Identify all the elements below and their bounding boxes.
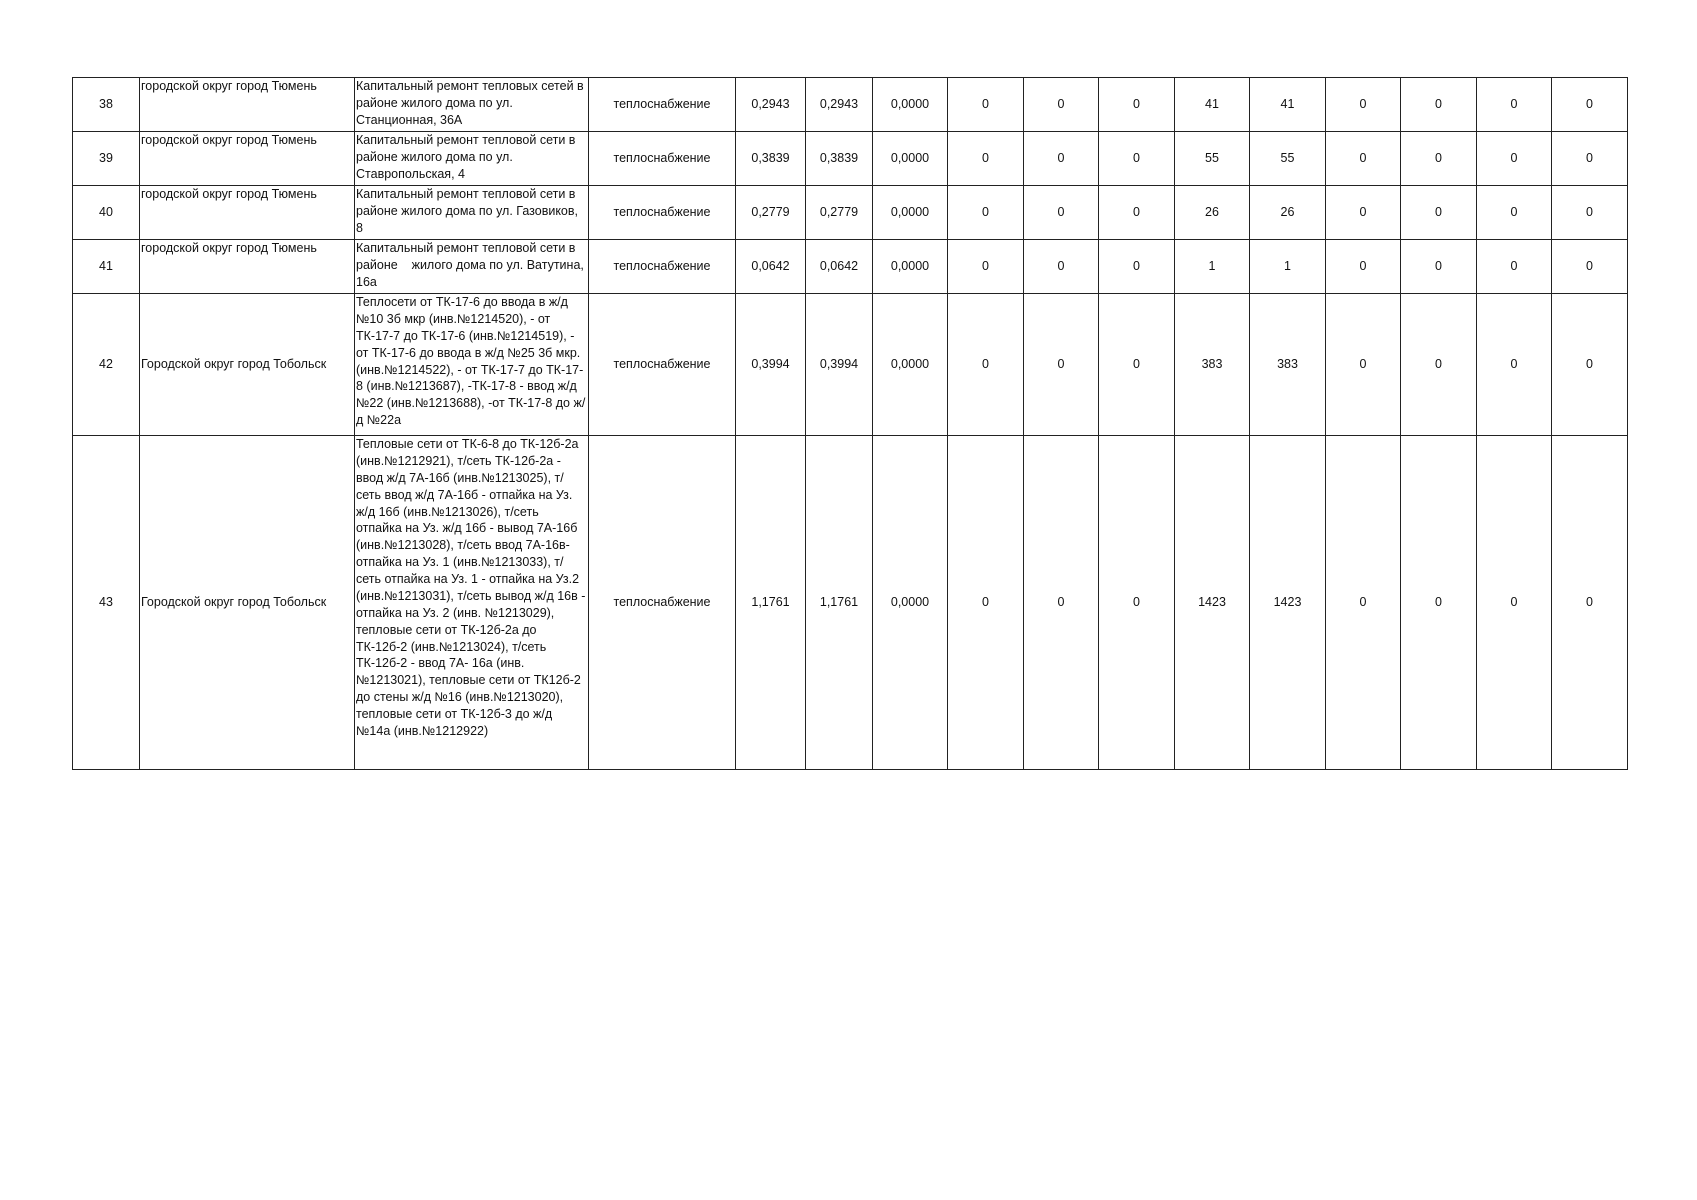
cell-description: Капитальный ремонт тепловой сети в районе жилого дома по ул. Ставропольская, 4: [355, 132, 589, 186]
cell-value-9: 0: [1326, 132, 1401, 186]
cell-value-3: 0,0000: [873, 132, 948, 186]
cell-value-6: 0: [1099, 240, 1175, 294]
cell-value-12: 0: [1552, 132, 1628, 186]
cell-value-3: 0,0000: [873, 240, 948, 294]
cell-value-6: 0: [1099, 78, 1175, 132]
cell-value-6: 0: [1099, 294, 1175, 436]
cell-no: 43: [73, 436, 140, 770]
cell-value-9: 0: [1326, 78, 1401, 132]
cell-value-10: 0: [1401, 436, 1477, 770]
cell-value-1: 1,1761: [736, 436, 806, 770]
cell-municipality: городской округ город Тюмень: [140, 186, 355, 240]
cell-value-12: 0: [1552, 436, 1628, 770]
cell-municipality: городской округ город Тюмень: [140, 240, 355, 294]
cell-description: Капитальный ремонт тепловых сетей в районе жилого дома по ул. Станционная, 36А: [355, 78, 589, 132]
cell-no: 41: [73, 240, 140, 294]
cell-value-10: 0: [1401, 294, 1477, 436]
cell-type: теплоснабжение: [589, 186, 736, 240]
cell-value-7: 41: [1175, 78, 1250, 132]
cell-value-7: 1: [1175, 240, 1250, 294]
cell-value-4: 0: [948, 132, 1024, 186]
cell-value-2: 0,2779: [806, 186, 873, 240]
cell-description: Теплосети от ТК-17-6 до ввода в ж/д №10 3б мкр (инв.№1214520), - от ТК-17-7 до ТК-17-6 (инв.№1214519), - от ТК-17-6 до ввода в ж/д №25 3б мкр. (инв.№1214522), - от ТК-17-7 до ТК-17-8 (инв.№1213687), -ТК-17-8 - ввод ж/д №22 (инв.№1213688), -от ТК-17-8 до ж/д №22а: [355, 294, 589, 436]
cell-value-4: 0: [948, 240, 1024, 294]
cell-value-2: 0,3994: [806, 294, 873, 436]
cell-municipality: городской округ город Тюмень: [140, 132, 355, 186]
cell-no: 39: [73, 132, 140, 186]
cell-type: теплоснабжение: [589, 132, 736, 186]
table-row: [73, 240, 1628, 294]
cell-value-1: 0,3994: [736, 294, 806, 436]
data-table: [72, 77, 1628, 770]
cell-no: 40: [73, 186, 140, 240]
cell-value-5: 0: [1024, 436, 1099, 770]
cell-value-7: 55: [1175, 132, 1250, 186]
cell-value-4: 0: [948, 78, 1024, 132]
cell-type: теплоснабжение: [589, 240, 736, 294]
cell-value-8: 1423: [1250, 436, 1326, 770]
cell-type: теплоснабжение: [589, 436, 736, 770]
cell-value-1: 0,0642: [736, 240, 806, 294]
cell-value-8: 26: [1250, 186, 1326, 240]
cell-value-2: 0,3839: [806, 132, 873, 186]
cell-value-10: 0: [1401, 186, 1477, 240]
cell-value-6: 0: [1099, 186, 1175, 240]
cell-value-12: 0: [1552, 186, 1628, 240]
cell-value-11: 0: [1477, 240, 1552, 294]
cell-description: Тепловые сети от ТК-6-8 до ТК-12б-2а (инв.№1212921), т/сеть ТК-12б-2а - ввод ж/д 7А-16б (инв.№1213025), т/сеть ввод ж/д 7А-16б - отпайка на Уз. ж/д 16б (инв.№1213026), т/сеть отпайка на Уз. ж/д 16б - вывод 7А-16б (инв.№1213028), т/сеть ввод 7А-16в-отпайка на Уз. 1 (инв.№1213033), т/сеть отпайка на Уз. 1 - отпайка на Уз.2 (инв.№1213031), т/сеть вывод ж/д 16в - отпайка на Уз. 2 (инв. №1213029), тепловые сети от ТК-12б-2а до ТК-12б-2 (инв.№1213024), т/сеть ТК-12б-2 - ввод 7А- 16а (инв. №1213021), тепловые сети от ТК12б-2 до стены ж/д №16 (инв.№1213020), тепловые сети от ТК-12б-3 до ж/д №14а (инв.№1212922): [355, 436, 589, 770]
table-row: [73, 186, 1628, 240]
cell-value-12: 0: [1552, 294, 1628, 436]
cell-value-11: 0: [1477, 132, 1552, 186]
cell-value-12: 0: [1552, 78, 1628, 132]
table-row: [73, 294, 1628, 436]
cell-value-8: 1: [1250, 240, 1326, 294]
cell-value-5: 0: [1024, 132, 1099, 186]
cell-value-5: 0: [1024, 186, 1099, 240]
cell-value-8: 383: [1250, 294, 1326, 436]
cell-value-5: 0: [1024, 240, 1099, 294]
cell-value-9: 0: [1326, 186, 1401, 240]
cell-value-12: 0: [1552, 240, 1628, 294]
cell-value-11: 0: [1477, 436, 1552, 770]
cell-value-11: 0: [1477, 186, 1552, 240]
cell-value-6: 0: [1099, 132, 1175, 186]
cell-value-3: 0,0000: [873, 186, 948, 240]
cell-value-4: 0: [948, 436, 1024, 770]
cell-value-11: 0: [1477, 78, 1552, 132]
cell-value-10: 0: [1401, 78, 1477, 132]
cell-description: Капитальный ремонт тепловой сети в районе жилого дома по ул. Газовиков, 8: [355, 186, 589, 240]
cell-type: теплоснабжение: [589, 78, 736, 132]
cell-value-7: 383: [1175, 294, 1250, 436]
cell-municipality: городской округ город Тюмень: [140, 78, 355, 132]
cell-municipality: Городской округ город Тобольск: [140, 436, 355, 770]
cell-value-1: 0,2943: [736, 78, 806, 132]
cell-value-3: 0,0000: [873, 436, 948, 770]
cell-value-8: 41: [1250, 78, 1326, 132]
cell-no: 42: [73, 294, 140, 436]
cell-value-10: 0: [1401, 132, 1477, 186]
cell-value-2: 1,1761: [806, 436, 873, 770]
cell-value-1: 0,3839: [736, 132, 806, 186]
cell-value-10: 0: [1401, 240, 1477, 294]
cell-value-11: 0: [1477, 294, 1552, 436]
table-row: [73, 132, 1628, 186]
cell-type: теплоснабжение: [589, 294, 736, 436]
cell-value-3: 0,0000: [873, 78, 948, 132]
cell-value-4: 0: [948, 294, 1024, 436]
cell-value-9: 0: [1326, 294, 1401, 436]
cell-value-3: 0,0000: [873, 294, 948, 436]
table-row: [73, 78, 1628, 132]
cell-value-9: 0: [1326, 240, 1401, 294]
cell-value-9: 0: [1326, 436, 1401, 770]
cell-value-5: 0: [1024, 78, 1099, 132]
cell-value-7: 1423: [1175, 436, 1250, 770]
cell-description: Капитальный ремонт тепловой сети в районе жилого дома по ул. Ватутина, 16а: [355, 240, 589, 294]
cell-value-1: 0,2779: [736, 186, 806, 240]
cell-value-4: 0: [948, 186, 1024, 240]
table-row: [73, 436, 1628, 770]
cell-value-6: 0: [1099, 436, 1175, 770]
cell-value-7: 26: [1175, 186, 1250, 240]
cell-value-8: 55: [1250, 132, 1326, 186]
cell-municipality: Городской округ город Тобольск: [140, 294, 355, 436]
cell-value-5: 0: [1024, 294, 1099, 436]
cell-value-2: 0,2943: [806, 78, 873, 132]
cell-no: 38: [73, 78, 140, 132]
cell-value-2: 0,0642: [806, 240, 873, 294]
